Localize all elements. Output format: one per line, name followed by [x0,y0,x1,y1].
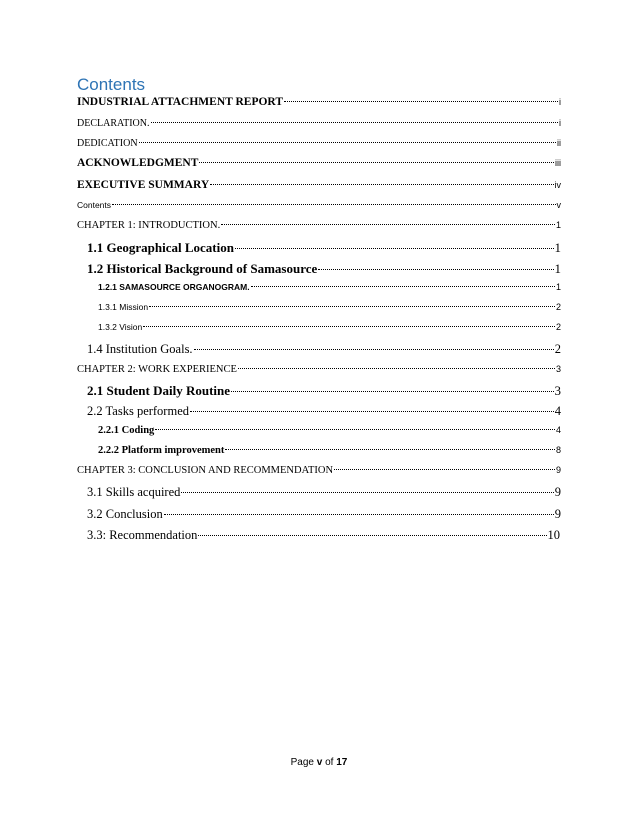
toc-leader-dots [181,492,553,493]
toc-entry-declaration[interactable] [77,118,561,129]
toc-entry-page: 2 [555,302,561,312]
toc-leader-dots [318,269,553,270]
toc-entry-label: 2.1 Student Daily Routine [87,383,231,398]
toc-entry-page: ii [557,138,561,148]
toc-entry-label: 1.1 Geographical Location [87,240,234,255]
toc-leader-dots [112,204,555,205]
toc-entry-chapter-1[interactable] [77,220,561,231]
toc-leader-dots [231,391,553,392]
toc-entry-page: i [559,118,561,128]
toc-entry-1-2[interactable] [87,261,561,277]
toc-entry-2-1[interactable] [87,383,561,399]
toc-entry-label: Contents [77,200,112,210]
toc-entry-2-2-2[interactable] [98,445,561,456]
toc-entry-label: 2.2.2 Platform improvement [98,445,225,456]
toc-leader-dots [251,286,555,287]
toc-entry-page: v [556,200,561,210]
toc-leader-dots [139,142,556,143]
toc-leader-dots [198,535,546,536]
toc-entry-label: EXECUTIVE SUMMARY [77,179,210,191]
toc-entry-label: DECLARATION. [77,118,150,129]
toc-entry-page: 9 [554,485,561,499]
toc-entry-page: 4 [554,404,561,418]
toc-entry-chapter-3[interactable] [77,465,561,476]
toc-entry-page: iv [554,180,561,190]
toc-entry-page: 1 [555,220,561,230]
toc-entry-page: 2 [554,342,561,356]
toc-entry-label: CHAPTER 1: INTRODUCTION. [77,220,221,231]
toc-leader-dots [334,469,555,470]
toc-entry-page: 3 [555,364,561,374]
toc-entry-label: 1.2.1 SAMASOURCE ORGANOGRAM. [98,282,250,292]
toc-leader-dots [149,306,555,307]
toc-entry-page: 2 [555,322,561,332]
toc-entry-label: 1.2 Historical Background of Samasource [87,261,318,276]
toc-entry-page: 3 [554,383,561,398]
toc-leader-dots [151,122,559,123]
toc-entry-label: 3.3: Recommendation [87,528,198,542]
toc-entry-industrial-report[interactable] [77,96,561,108]
toc-entry-label: CHAPTER 2: WORK EXPERIENCE [77,364,237,375]
toc-entry-1-3-2[interactable] [98,322,561,332]
toc-entry-page: i [559,97,561,107]
toc-entry-2-2[interactable] [87,404,561,419]
toc-entry-1-2-1[interactable] [98,282,561,292]
toc-entry-page: 9 [555,465,561,475]
footer-total-pages: 17 [336,757,348,768]
toc-leader-dots [199,162,554,163]
toc-entry-1-1[interactable] [87,240,561,256]
toc-entry-3-2[interactable] [87,507,561,522]
toc-leader-dots [164,514,554,515]
toc-leader-dots [225,449,555,450]
toc-entry-label: 1.4 Institution Goals. [87,342,193,356]
toc-entry-page: 4 [555,425,561,435]
page-footer [0,757,638,768]
toc-entry-2-2-1[interactable] [98,425,561,436]
toc-entry-page: 9 [554,507,561,521]
footer-middle: of [322,757,337,768]
toc-leader-dots [235,248,554,249]
toc-entry-executive-summary[interactable] [77,179,561,191]
toc-leader-dots [238,368,555,369]
toc-leader-dots [190,411,554,412]
toc-title: Contents [77,75,146,94]
toc-entry-1-4[interactable] [87,342,561,357]
toc-leader-dots [143,326,555,327]
toc-leader-dots [284,101,558,102]
toc-entry-label: 1.3.2 Vision [98,322,143,332]
footer-current-page: v [316,757,323,768]
toc-entry-label: 1.3.1 Mission [98,302,149,312]
toc-entry-page: 8 [555,445,561,455]
toc-leader-dots [194,349,554,350]
toc-entry-page: iii [555,158,561,168]
toc-entry-label: 3.2 Conclusion [87,507,163,521]
toc-entry-page: 1 [554,240,561,255]
toc-entry-dedication[interactable] [77,138,561,149]
toc-entry-label: 3.1 Skills acquired [87,485,181,499]
toc-entry-label: 2.2.1 Coding [98,425,155,436]
toc-entry-1-3-1[interactable] [98,302,561,312]
toc-entry-label: 2.2 Tasks performed [87,404,189,418]
toc-entry-label: CHAPTER 3: CONCLUSION AND RECOMMENDATION [77,465,334,476]
toc-entry-page: 10 [547,528,560,542]
toc-leader-dots [210,184,553,185]
toc-leader-dots [155,429,555,430]
toc-entry-chapter-2[interactable] [77,364,561,375]
toc-entry-acknowledgment[interactable] [77,157,561,169]
toc-entry-3-3[interactable] [87,528,560,543]
toc-entry-page: 1 [554,261,561,276]
toc-entry-contents[interactable] [77,200,561,210]
toc-entry-label: DEDICATION [77,138,138,149]
toc-entry-label: ACKNOWLEDGMENT [77,157,199,169]
footer-prefix: Page [290,757,317,768]
toc-entry-3-1[interactable] [87,485,561,500]
toc-entry-label: INDUSTRIAL ATTACHMENT REPORT [77,96,283,108]
toc-leader-dots [221,224,555,225]
toc-entry-page: 1 [555,282,561,292]
